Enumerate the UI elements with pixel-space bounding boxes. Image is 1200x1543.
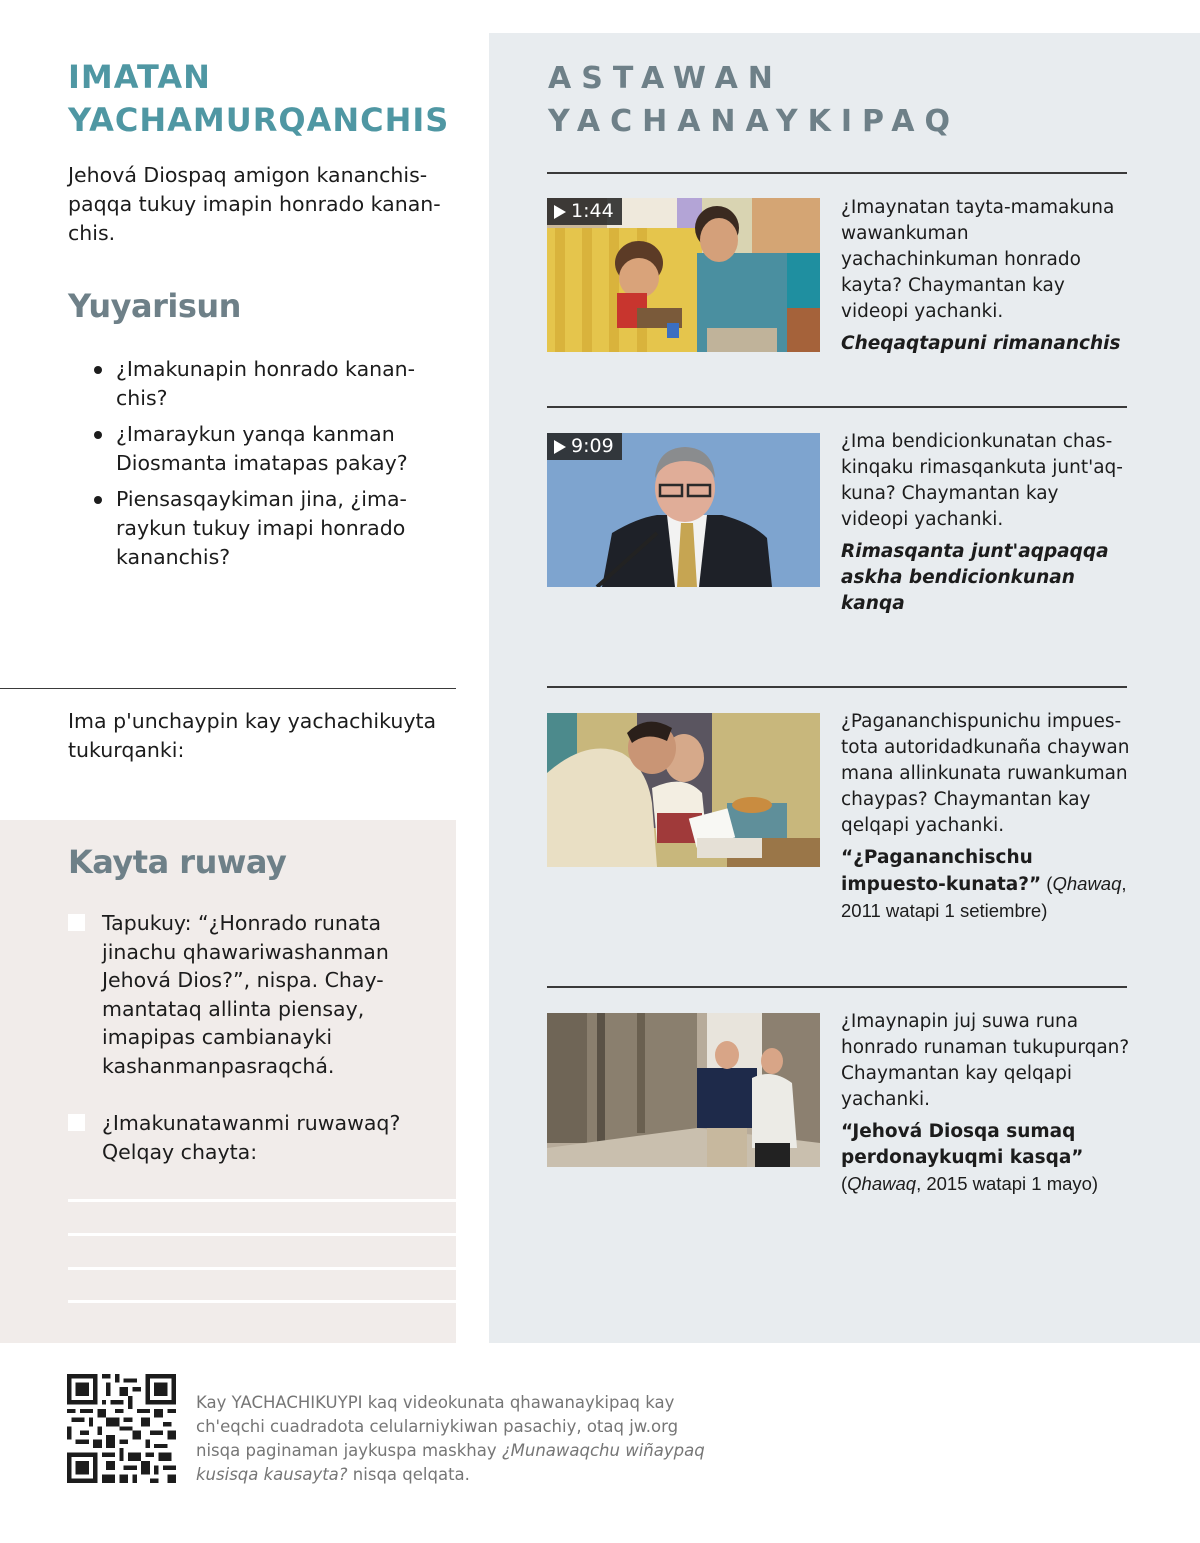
- further-study-item: [841, 429, 1131, 617]
- citation-source: Qhawaq: [847, 1173, 917, 1194]
- item-divider: [547, 406, 1127, 408]
- couple-paperwork-image: [547, 713, 820, 867]
- video-duration: 9:09: [571, 435, 614, 457]
- further-study-item: [841, 195, 1131, 357]
- video-duration-badge: [547, 198, 622, 225]
- list-item: [92, 420, 442, 478]
- page-title-line2: YACHAMURQANCHIS: [68, 101, 450, 139]
- completion-date-prompt: Ima p'unchaypin kay yachachikuyta tukurqanki:: [68, 709, 437, 762]
- further-study-item: [841, 1009, 1131, 1197]
- bullet-icon: [94, 431, 102, 439]
- intro-text: Jehová Diospaq amigon kananchis-paqqa tukuy imapin honrado kanan-chis.: [68, 163, 441, 245]
- item-link-title: “¿Pagananchischu impuesto-kunata?”: [841, 847, 1042, 895]
- list-item: [92, 485, 442, 572]
- item-question: ¿Pagananchispunichu impues-tota autoridadkunaña chaywan mana allinkunata ruwankuman chaypas? Chaymantan kay qelqapi yachanki.: [841, 711, 1130, 836]
- item-link-title[interactable]: Cheqaqtapuni rimananchis: [841, 333, 1121, 354]
- video-duration-badge: [547, 433, 622, 460]
- task-item: [68, 909, 448, 1080]
- further-study-item: [841, 709, 1131, 925]
- item-link-title[interactable]: Rimasqanta junt'aqpaqqa askha bendicionkunan kanqa: [841, 541, 1109, 614]
- writing-line[interactable]: [68, 1199, 456, 1202]
- couple-walking-image: [547, 1013, 820, 1167]
- video-thumbnail[interactable]: [547, 433, 820, 587]
- task-text: Tapukuy: “¿Honrado runata jinachu qhawariwashanman Jehová Dios?”, nispa. Chay-mantataq allinta piensay, imapipas cambianayki kashanmanpasraqchá.: [102, 911, 389, 1078]
- item-question: ¿Imaynapin juj suwa runa honrado runaman tukupurqan? Chaymantan kay qelqapi yachanki.: [841, 1011, 1130, 1110]
- footer-book-title: ¿Munawaqchu wiñaypaq kusisqa kausayta?: [196, 1441, 705, 1484]
- task-item: [68, 1109, 448, 1166]
- think-heading: Yuyarisun: [68, 287, 241, 325]
- article-thumbnail[interactable]: [547, 1013, 820, 1167]
- writing-line[interactable]: [68, 1267, 456, 1270]
- question-text: ¿Imakunapin honrado kanan-chis?: [116, 357, 416, 410]
- further-study-title: [548, 57, 960, 143]
- play-icon: [554, 440, 566, 454]
- question-text: ¿Imaraykun yanqa kanman Diosmanta imatapas pakay?: [116, 422, 408, 475]
- video-thumbnail[interactable]: [547, 198, 820, 352]
- citation-date: , 2015 watapi 1 mayo): [916, 1173, 1099, 1194]
- further-study-title-line1: ASTAWAN: [548, 61, 783, 96]
- video-duration: 1:44: [571, 200, 614, 222]
- item-citation: (Qhawaq, 2015 watapi 1 mayo): [841, 1173, 1099, 1194]
- article-thumbnail[interactable]: [547, 713, 820, 867]
- task-text: ¿Imakunatawanmi ruwawaq? Qelqay chayta:: [102, 1111, 401, 1164]
- task-panel: [0, 820, 456, 1343]
- page-title: [68, 56, 468, 142]
- page-title-line1: IMATAN: [68, 58, 211, 96]
- bullet-icon: [94, 496, 102, 504]
- list-item: [92, 355, 442, 413]
- checkbox[interactable]: [68, 1114, 85, 1131]
- citation-source: Qhawaq: [1052, 873, 1122, 894]
- checkbox[interactable]: [68, 914, 85, 931]
- footer-text-part1: Kay YACHACHIKUYPI kaq videokunata qhawanaykipaq kay ch'eqchi cuadradota celularniykiwan pasachiy, otaq jw.org nisqa paginaman jaykuspa maskhay: [196, 1393, 679, 1460]
- play-icon: [554, 205, 566, 219]
- item-citation: (Qhawaq, 2011 watapi 1 setiembre): [841, 873, 1127, 921]
- question-text: Piensasqaykiman jina, ¿ima-raykun tukuy imapi honrado kananchis?: [116, 487, 407, 569]
- item-question: ¿Ima bendicionkunatan chas-kinqaku rimasqankuta junt'aq-kuna? Chaymantan kay videopi yachanki.: [841, 431, 1123, 530]
- task-heading: Kayta ruway: [68, 843, 287, 881]
- citation-date: , 2011 watapi 1 setiembre): [841, 873, 1127, 921]
- footer-text-part2: nisqa qelqata.: [347, 1465, 470, 1484]
- footer-instructions: [196, 1391, 716, 1487]
- item-question: ¿Imaynatan tayta-mamakuna wawankuman yachachinkuman honrado kayta? Chaymantan kay videopi yachanki.: [841, 197, 1115, 322]
- think-questions-list: [92, 355, 442, 579]
- writing-line[interactable]: [68, 1233, 456, 1236]
- item-divider: [547, 686, 1127, 688]
- item-divider: [547, 172, 1127, 174]
- item-link[interactable]: [841, 845, 1131, 925]
- further-study-title-line2: YACHANAYKIPAQ: [548, 104, 960, 139]
- writing-line[interactable]: [68, 1300, 456, 1303]
- section-divider: [0, 688, 456, 689]
- bullet-icon: [94, 366, 102, 374]
- item-link-title[interactable]: “Jehová Diosqa sumaq perdonaykuqmi kasqa”: [841, 1121, 1084, 1168]
- qr-code-icon[interactable]: [67, 1374, 176, 1483]
- item-divider: [547, 986, 1127, 988]
